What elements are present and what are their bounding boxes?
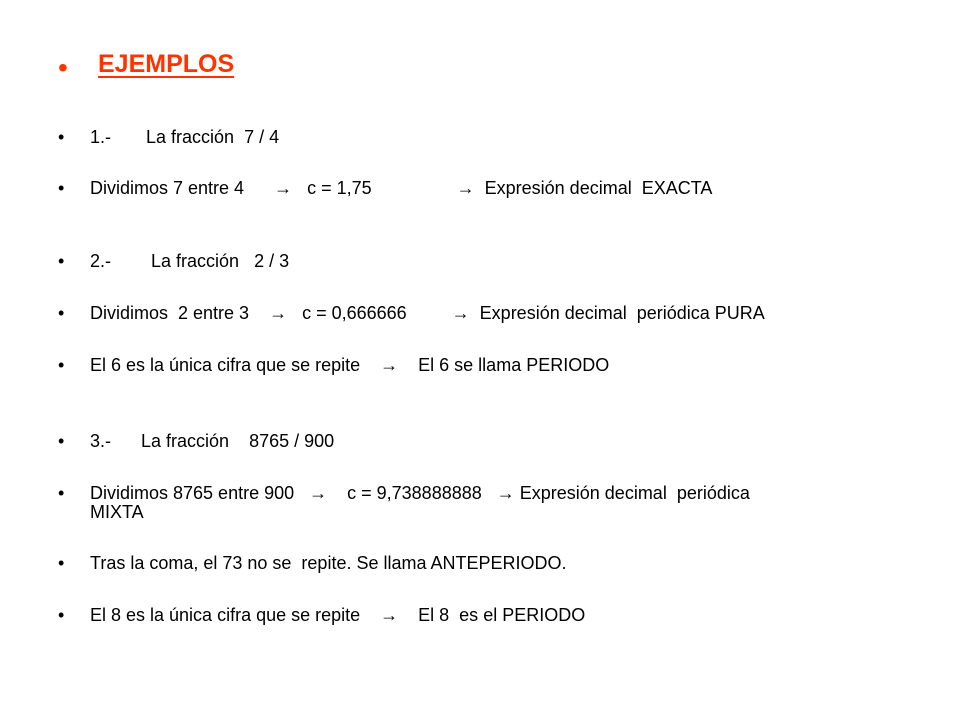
list-item-text: 1.- La fracción 7 / 4 <box>90 127 280 147</box>
list-item-text: Dividimos 7 entre 4 → c = 1,75 → Expresión decimal EXACTA <box>90 178 713 198</box>
list-item-text: 2.- La fracción 2 / 3 <box>90 251 290 271</box>
bullet-icon: • <box>58 251 65 271</box>
bullet-icon: • <box>58 483 65 503</box>
list-item-text: Dividimos 2 entre 3 → c = 0,666666 → Expresión decimal periódica PURA <box>90 303 765 323</box>
list-item-text: Tras la coma, el 73 no se repite. Se llama ANTEPERIODO. <box>90 553 567 573</box>
list-item-text: El 8 es la única cifra que se repite → El 8 es el PERIODO <box>90 605 586 625</box>
list-item-text: El 6 es la única cifra que se repite → El 6 se llama PERIODO <box>90 355 610 375</box>
bullet-icon: • <box>58 303 65 323</box>
slide-title: EJEMPLOS <box>98 50 235 78</box>
list-item-text: Dividimos 8765 entre 900 → c = 9,738888888 → Expresión decimal periódica MIXTA <box>90 483 750 522</box>
bullet-icon: • <box>58 553 65 573</box>
bullet-icon: • <box>58 178 65 198</box>
bullet-icon: • <box>58 605 65 625</box>
bullet-icon: • <box>58 355 65 375</box>
list-item-text: 3.- La fracción 8765 / 900 <box>90 431 335 451</box>
bullet-icon: • <box>58 127 65 147</box>
bullet-icon: • <box>58 52 68 83</box>
bullet-icon: • <box>58 431 65 451</box>
